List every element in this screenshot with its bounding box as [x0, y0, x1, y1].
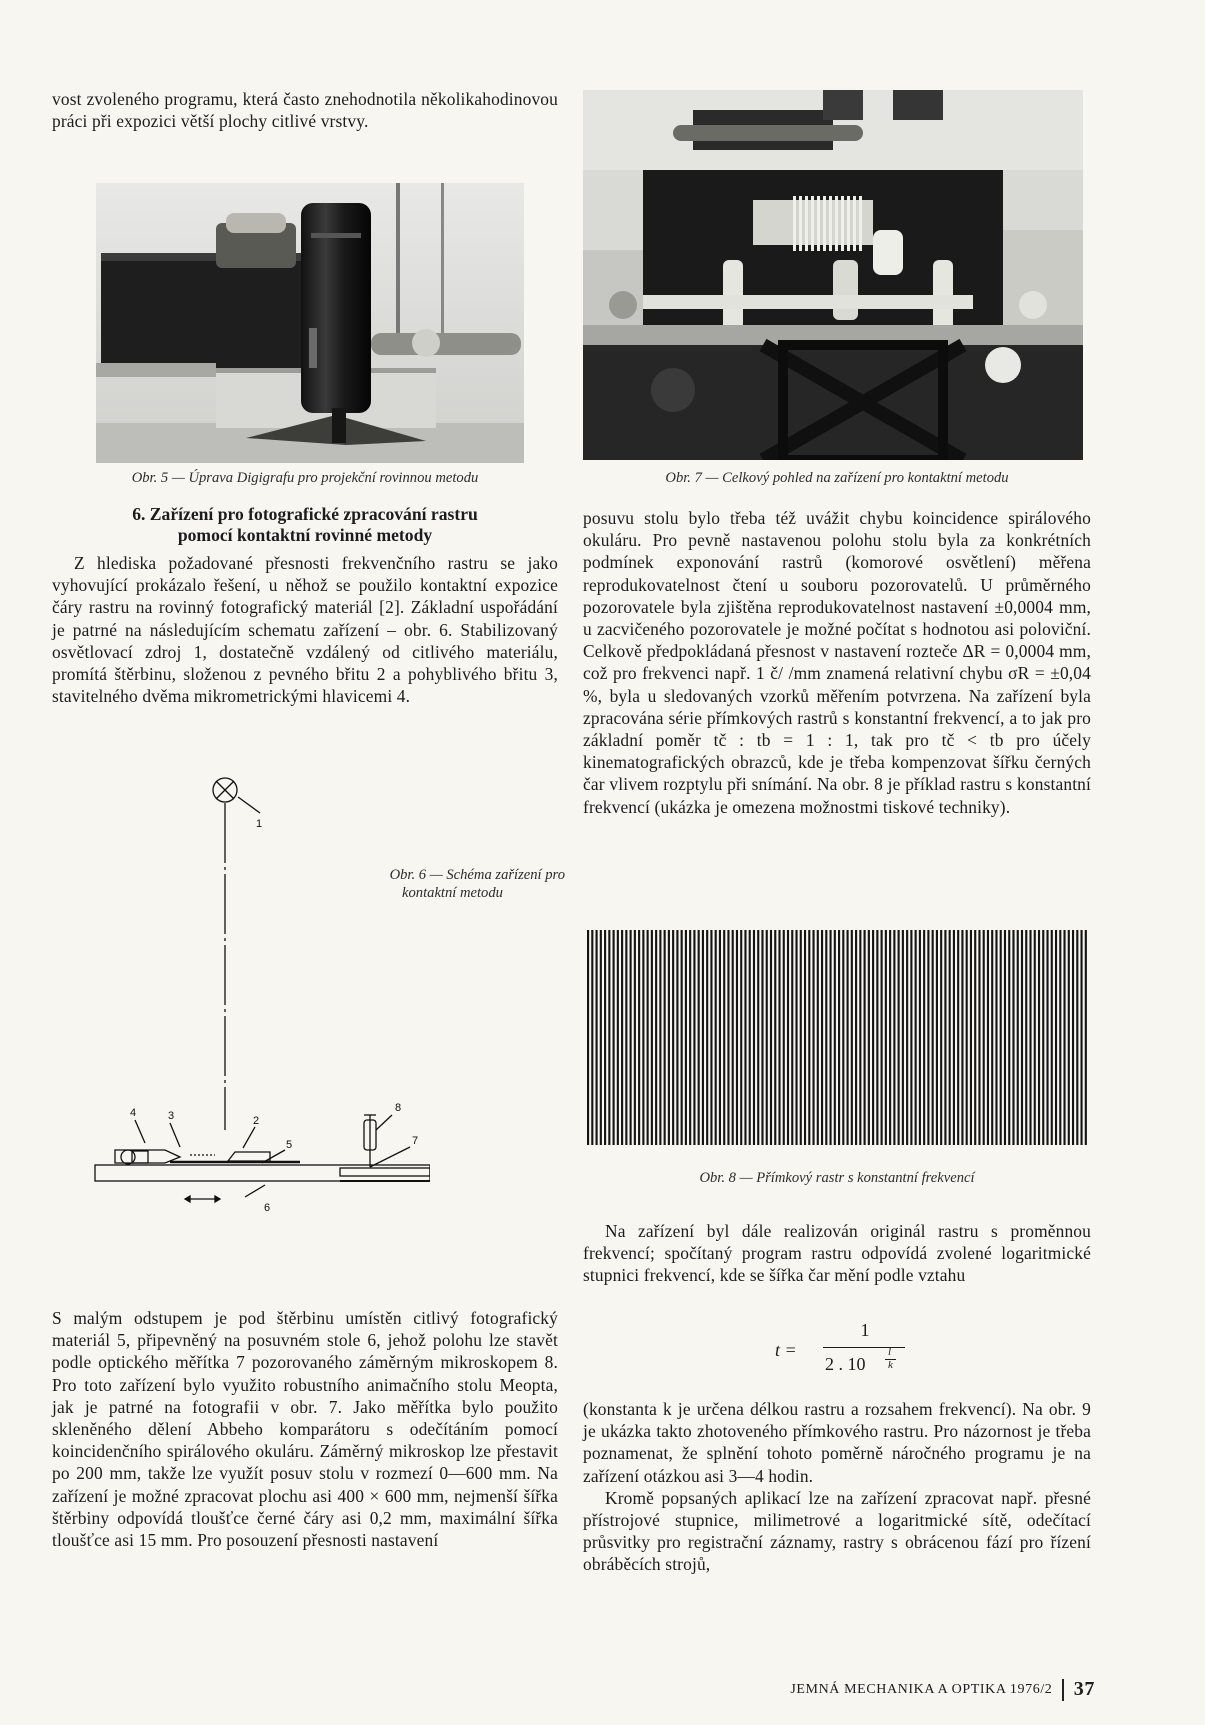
raster-line	[842, 930, 844, 1145]
raster-line	[919, 930, 921, 1145]
raster-line	[855, 930, 857, 1145]
raster-line	[600, 930, 602, 1145]
raster-line	[757, 930, 759, 1145]
raster-line	[681, 930, 683, 1145]
label-8: 8	[395, 1102, 402, 1114]
raster-line	[774, 930, 776, 1145]
continued-paragraph: vost zvoleného programu, která často znehodnotila několikahodinovou práci při expozici větší plochy citlivé vrstvy.	[52, 89, 558, 132]
raster-line	[676, 930, 678, 1145]
raster-line	[596, 930, 598, 1145]
raster-line	[795, 930, 797, 1145]
raster-line	[864, 930, 866, 1145]
digigraf-photo-image	[96, 183, 524, 463]
raster-line	[1063, 930, 1065, 1145]
label-5: 5	[286, 1139, 293, 1151]
raster-line	[587, 930, 589, 1145]
raster-line	[630, 930, 632, 1145]
fig8-raster-lines	[587, 930, 1089, 1145]
raster-line	[847, 930, 849, 1145]
raster-line	[706, 930, 708, 1145]
raster-line	[957, 930, 959, 1145]
raster-line	[1068, 930, 1070, 1145]
formula-exponent-denominator: k	[888, 1359, 893, 1371]
raster-line	[766, 930, 768, 1145]
raster-line	[770, 930, 772, 1145]
raster-line	[966, 930, 968, 1145]
left-bottom-text	[52, 1307, 558, 1551]
raster-line	[821, 930, 823, 1145]
right-top-text	[583, 507, 1091, 818]
raster-line	[702, 930, 704, 1145]
raster-line	[898, 930, 900, 1145]
fig6-caption	[300, 866, 565, 902]
raster-line	[642, 930, 644, 1145]
raster-line	[787, 930, 789, 1145]
raster-line	[906, 930, 908, 1145]
raster-line	[1038, 930, 1040, 1145]
fig8-caption: Obr. 8 — Přímkový rastr s konstantní frekvencí	[699, 1170, 975, 1186]
raster-line	[625, 930, 627, 1145]
label-3: 3	[168, 1110, 175, 1122]
raster-line	[710, 930, 712, 1145]
raster-line	[859, 930, 861, 1145]
raster-line	[689, 930, 691, 1145]
raster-line	[817, 930, 819, 1145]
journal-name: JEMNÁ MECHANIKA A OPTIKA 1976/2	[790, 1681, 1053, 1697]
raster-line	[991, 930, 993, 1145]
raster-line	[659, 930, 661, 1145]
raster-line	[829, 930, 831, 1145]
raster-line	[940, 930, 942, 1145]
raster-line	[655, 930, 657, 1145]
meopta-table-photo-image	[583, 90, 1083, 460]
raster-line	[889, 930, 891, 1145]
raster-line	[693, 930, 695, 1145]
raster-line	[736, 930, 738, 1145]
formula-denominator: 2 . 10	[825, 1354, 866, 1374]
raster-line	[953, 930, 955, 1145]
raster-line	[664, 930, 666, 1145]
raster-line	[634, 930, 636, 1145]
raster-line	[1000, 930, 1002, 1145]
raster-line	[808, 930, 810, 1145]
raster-line	[1072, 930, 1074, 1145]
fig6-schematic-drawing	[70, 775, 430, 1285]
raster-line	[885, 930, 887, 1145]
formula	[775, 1320, 915, 1384]
raster-line	[1012, 930, 1014, 1145]
fig5-photo	[96, 183, 524, 463]
raster-line	[974, 930, 976, 1145]
raster-line	[1080, 930, 1082, 1145]
raster-line	[1055, 930, 1057, 1145]
raster-line	[1017, 930, 1019, 1145]
fig6-caption-line-2: kontaktní metodu	[402, 885, 503, 901]
right-middle-text	[583, 1220, 1091, 1287]
label-7: 7	[412, 1135, 419, 1147]
section-title-line-2: pomocí kontaktní rovinné metody	[177, 525, 433, 545]
raster-line	[727, 930, 729, 1145]
raster-line	[778, 930, 780, 1145]
raster-line	[1004, 930, 1006, 1145]
label-4: 4	[130, 1107, 137, 1119]
raster-line	[621, 930, 623, 1145]
raster-line	[1029, 930, 1031, 1145]
raster-line	[608, 930, 610, 1145]
fig7-photo	[583, 90, 1083, 460]
raster-line	[838, 930, 840, 1145]
label-6: 6	[264, 1202, 271, 1214]
raster-line	[672, 930, 674, 1145]
section-paragraph-1: Z hlediska požadované přesnosti frekvenčního rastru se jako vyhovující prokázalo řešení, u něhož se použilo kontaktní expozice čáry rastru na rovinný fotografický materiál [2]. Základní uspořádání je patrné na následujícím schematu zařízení – obr. 6. Stabilizovaný osvětlovací zdroj 1, dostatečně vzdálený od citlivého materiálu, promítá štěrbinu, složenou z pevného břitu 2 a pohyblivého břitu 3, stavitelného dvěma mikrometrickými hlavicemi 4.	[52, 553, 558, 707]
raster-line	[949, 930, 951, 1145]
raster-line	[1051, 930, 1053, 1145]
raster-line	[961, 930, 963, 1145]
raster-line	[761, 930, 763, 1145]
raster-line	[915, 930, 917, 1145]
raster-line	[804, 930, 806, 1145]
fig7-caption: Obr. 7 — Celkový pohled na zařízení pro kontaktní metodu	[665, 470, 1009, 486]
raster-line	[715, 930, 717, 1145]
raster-line	[987, 930, 989, 1145]
raster-line	[732, 930, 734, 1145]
raster-line	[719, 930, 721, 1145]
raster-line	[647, 930, 649, 1145]
raster-line	[617, 930, 619, 1145]
raster-line	[868, 930, 870, 1145]
raster-line	[923, 930, 925, 1145]
raster-line	[834, 930, 836, 1145]
raster-line	[783, 930, 785, 1145]
raster-line	[893, 930, 895, 1145]
formula-fraction-bar	[823, 1347, 905, 1348]
raster-line	[1085, 930, 1087, 1145]
top-left-text-block	[52, 88, 558, 132]
page-footer	[790, 1678, 1095, 1701]
raster-line	[613, 930, 615, 1145]
raster-line	[932, 930, 934, 1145]
footer-divider	[1062, 1679, 1063, 1701]
raster-line	[651, 930, 653, 1145]
raster-line	[638, 930, 640, 1145]
raster-line	[740, 930, 742, 1145]
raster-line	[1059, 930, 1061, 1145]
raster-line	[1034, 930, 1036, 1145]
section-title-line-1: 6. Zařízení pro fotografické zpracování rastru	[132, 504, 478, 524]
label-1: 1	[256, 818, 263, 830]
formula-exponent-numerator: l	[888, 1346, 892, 1358]
right-paragraph-1: posuvu stolu bylo třeba též uvážit chybu koincidence spirálového okuláru. Pro pevně nastavenou polohu stolu byla za konkrétních podmínek exponování rastrů (komorové osvětlení) měřena reprodukovatelnost čtení u souboru pozorovatelů. U průměrného pozorovatele byla zjištěna reprodukovatelnost nastavení ±0,0004 mm, u zacvičeného pozorovatele je možné počítat s hodnotou asi poloviční. Celkově předpokládaná přesnost v nastavení rozteče ΔR = 0,0004 mm, což pro frekvenci např. 1 č/ /mm znamená relativní chybu σR = ±0,04 %, byla u sledovaných vzorků měřením potvrzena. Na zařízení byla zpracována série přímkových rastrů s konstantní frekvencí, a to jak pro základní poměr tč : tb = 1 : 1, tak pro tč < tb pro účely kinematografických obrazců, kde je třeba kompenzovat šířku černých čar vlivem rozptylu při snímání. Na obr. 8 je příklad rastru s konstantní frekvencí (ukázka je omezena možnostmi tiskové techniky).	[583, 508, 1091, 817]
fig6-schematic	[70, 775, 430, 1285]
right-bottom-text	[583, 1398, 1091, 1576]
raster-line	[995, 930, 997, 1145]
raster-line	[685, 930, 687, 1145]
raster-line	[723, 930, 725, 1145]
section-6	[52, 504, 558, 707]
label-2: 2	[253, 1115, 260, 1127]
raster-line	[970, 930, 972, 1145]
raster-line	[698, 930, 700, 1145]
fig5-caption: Obr. 5 — Úprava Digigrafu pro projekční rovinnou metodu	[131, 470, 479, 486]
raster-line	[927, 930, 929, 1145]
raster-line	[791, 930, 793, 1145]
raster-line	[749, 930, 751, 1145]
raster-line	[851, 930, 853, 1145]
raster-line	[1025, 930, 1027, 1145]
raster-line	[944, 930, 946, 1145]
raster-line	[881, 930, 883, 1145]
raster-line	[604, 930, 606, 1145]
raster-line	[753, 930, 755, 1145]
raster-line	[936, 930, 938, 1145]
raster-line	[876, 930, 878, 1145]
right-paragraph-3: (konstanta k je určena délkou rastru a rozsahem frekvencí). Na obr. 9 je ukázka takto zhotoveného přímkového rastru. Pro názornost je třeba poznamenat, že splnění tohoto poměrně náročného programu je na zařízení otázkou asi 3—4 hodin.	[583, 1399, 1091, 1486]
raster-line	[800, 930, 802, 1145]
raster-line	[591, 930, 593, 1145]
raster-line	[902, 930, 904, 1145]
raster-line	[1042, 930, 1044, 1145]
raster-line	[983, 930, 985, 1145]
raster-line	[910, 930, 912, 1145]
raster-line	[744, 930, 746, 1145]
raster-line	[668, 930, 670, 1145]
raster-line	[1076, 930, 1078, 1145]
raster-line	[978, 930, 980, 1145]
page-number: 37	[1073, 1678, 1095, 1700]
section-paragraph-2: S malým odstupem je pod štěrbinu umístěn citlivý fotografický materiál 5, připevněný na posuvném stole 6, jehož polohu lze stavět podle optického měřítka 7 pozorovaného záměrným mikroskopem 8. Pro toto zařízení bylo využito robustního animačního stolu Meopta, jak je patrné na fotografii v obr. 7. Jako měřítka bylo použito skleněného dělení Abbeho komparátoru s odečítáním pomocí koincidenčního spirálového okuláru. Záměrný mikroskop lze přestavit po 200 mm, takže lze využít posuv stolu v rozmezí 0—600 mm. Na zařízení je možné zpracovat plochu asi 400 × 600 mm, nejmenší šířka štěrbiny odpovídá tloušťce černé čáry asi 0,2 mm, maximální šířka tloušťce asi 15 mm. Pro posouzení přesnosti nastavení	[52, 1308, 558, 1551]
raster-line	[812, 930, 814, 1145]
right-paragraph-4: Kromě popsaných aplikací lze na zařízení zpracovat např. přesné přístrojové stupnice, milimetrové a logaritmické sítě, odečítací průsvitky pro registrační záznamy, rastry s obrácenou fází pro řízení obráběcích strojů,	[583, 1487, 1091, 1575]
fig6-caption-line-1: Obr. 6 — Schéma zařízení pro	[389, 867, 565, 883]
fig8-raster	[587, 930, 1089, 1145]
formula-lhs: t =	[775, 1340, 797, 1360]
raster-line	[825, 930, 827, 1145]
raster-line	[1046, 930, 1048, 1145]
raster-line	[1021, 930, 1023, 1145]
raster-line	[872, 930, 874, 1145]
formula-numerator: 1	[860, 1320, 870, 1340]
right-paragraph-2: Na zařízení byl dále realizován originál rastru s proměnnou frekvencí; spočítaný program rastru odpovídá zvolené logaritmické stupnici frekvencí, kde se šířka čar mění podle vztahu	[583, 1221, 1091, 1286]
raster-line	[1008, 930, 1010, 1145]
